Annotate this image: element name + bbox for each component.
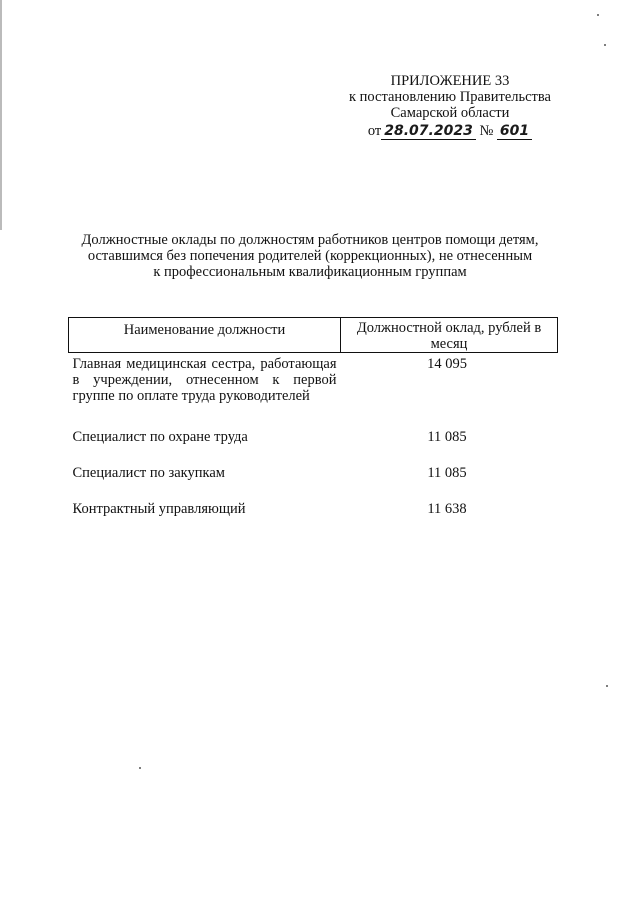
salary-cell: 11 638 xyxy=(427,501,467,517)
scan-speck xyxy=(597,14,599,16)
table-header-row xyxy=(69,318,558,353)
scan-speck xyxy=(139,767,141,769)
table-row xyxy=(69,353,558,418)
region-name: Самарской области xyxy=(390,105,510,121)
position-cell: Главная медицинская сестра, работающая в учреждении, отнесенном к первой группе по оплате труда руководителей xyxy=(72,356,337,404)
resolution-ref: к постановлению Правительства xyxy=(349,89,551,105)
handwritten-date: 28.07.2023 xyxy=(381,123,476,140)
appendix-number: ПРИЛОЖЕНИЕ 33 xyxy=(390,73,510,89)
scan-speck xyxy=(604,44,606,46)
number-prefix: № xyxy=(479,123,494,139)
appendix-header xyxy=(330,73,570,139)
table-row xyxy=(69,417,558,463)
table-row xyxy=(69,499,558,535)
salary-table xyxy=(68,317,558,535)
title-line-2: оставшимся без попечения родителей (коррекционных), не отнесенным xyxy=(87,248,533,264)
salary-cell: 11 085 xyxy=(427,429,467,445)
document-title xyxy=(60,232,560,280)
title-line-3: к профессиональным квалификационным группам xyxy=(153,264,467,280)
date-prefix: от xyxy=(367,123,382,139)
scan-edge xyxy=(0,0,2,230)
column-header-salary: Должностной оклад, рублей в месяц xyxy=(341,318,558,353)
position-cell: Специалист по охране труда xyxy=(72,429,248,445)
title-line-1: Должностные оклады по должностям работников центров помощи детям, xyxy=(81,232,539,248)
salary-cell: 14 095 xyxy=(427,356,467,372)
position-cell: Контрактный управляющий xyxy=(72,501,246,517)
date-number-line xyxy=(330,123,570,139)
table-row xyxy=(69,463,558,499)
column-header-position: Наименование должности xyxy=(69,318,341,353)
handwritten-number: 601 xyxy=(497,123,532,140)
salary-cell: 11 085 xyxy=(427,465,467,481)
scan-speck xyxy=(606,685,608,687)
position-cell: Специалист по закупкам xyxy=(72,465,225,481)
